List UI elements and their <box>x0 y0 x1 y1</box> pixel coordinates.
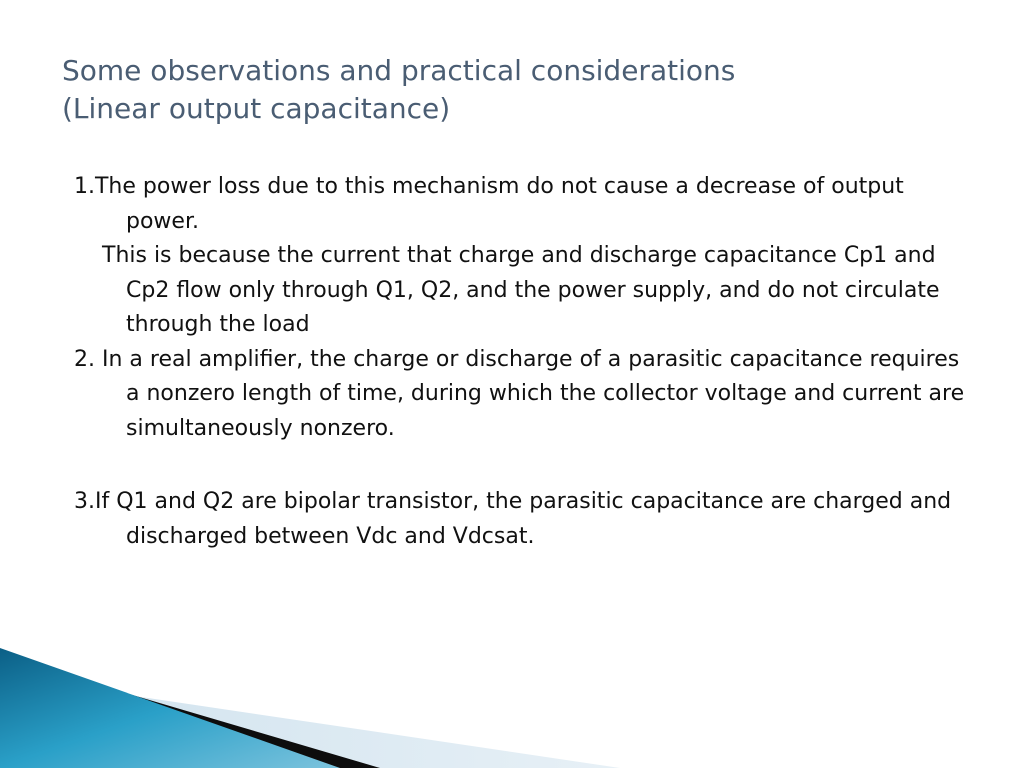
paragraph-spacer <box>74 446 974 485</box>
point-3: 3.If Q1 and Q2 are bipolar transistor, the parasitic capacitance are charged and discharged between Vdc and Vdcsat. <box>74 489 952 549</box>
slide-title-line-2: (Linear output capacitance) <box>62 92 451 125</box>
corner-decoration <box>0 640 1024 768</box>
slide-title <box>62 52 962 128</box>
point-1-explanation: This is because the current that charge and discharge capacitance Cp1 and Cp2 flow only through Q1, Q2, and the power supply, and do not circulate through the load <box>102 243 940 337</box>
slide-body <box>74 170 974 554</box>
point-1: 1.The power loss due to this mechanism do not cause a decrease of output power. <box>74 174 904 234</box>
slide-title-line-1: Some observations and practical considerations <box>62 54 736 87</box>
decoration-blue-wedge <box>0 648 340 768</box>
point-2: 2. In a real amplifier, the charge or discharge of a parasitic capacitance requires a nonzero length of time, during which the collector voltage and current are simultaneously nonzero. <box>74 346 965 441</box>
